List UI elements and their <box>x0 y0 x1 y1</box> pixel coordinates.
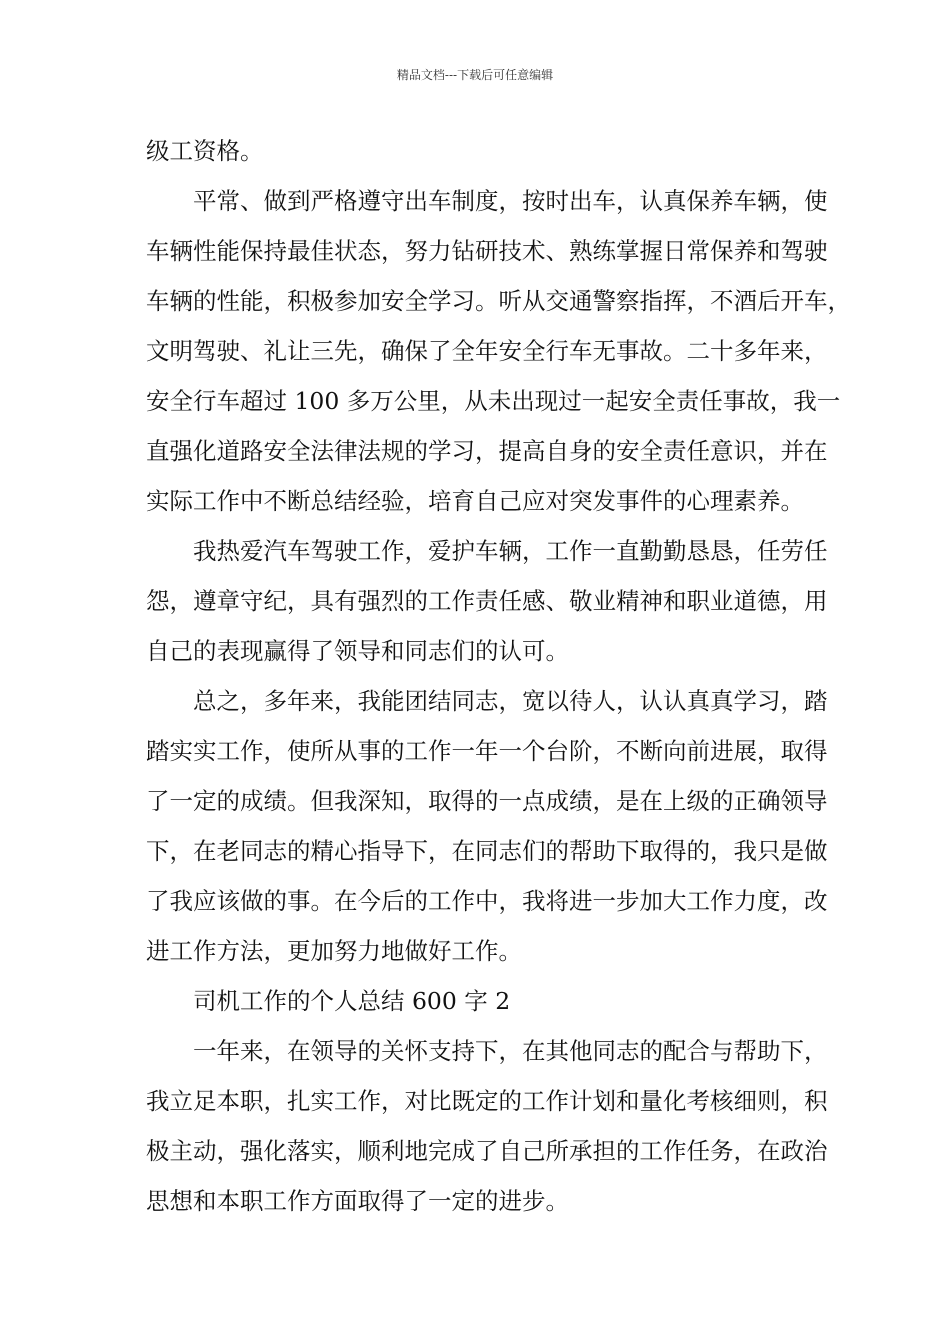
body-line: 实际工作中不断总结经验，培育自己应对突发事件的心理素养。 <box>146 487 804 515</box>
body-line: 直强化道路安全法律法规的学习，提高自身的安全责任意识，并在 <box>146 437 828 465</box>
body-line: 文明驾驶、礼让三先，确保了全年安全行车无事故。二十多年来， <box>146 337 828 365</box>
body-line: 安全行车超过 100 多万公里，从未出现过一起安全责任事故，我一 <box>146 387 841 415</box>
body-line: 怨，遵章守纪，具有强烈的工作责任感、敬业精神和职业道德，用 <box>146 587 828 615</box>
body-line: 极主动，强化落实，顺利地完成了自己所承担的工作任务，在政治 <box>146 1137 828 1165</box>
body-line: 进工作方法，更加努力地做好工作。 <box>146 937 522 965</box>
body-line: 车辆的性能，积极参加安全学习。听从交通警察指挥，不酒后开车， <box>146 287 851 315</box>
body-line: 踏实实工作，使所从事的工作一年一个台阶，不断向前进展，取得 <box>146 737 828 765</box>
body-line: 车辆性能保持最佳状态，努力钻研技术、熟练掌握日常保养和驾驶 <box>146 237 828 265</box>
paragraph-start-line: 我热爱汽车驾驶工作，爱护车辆，工作一直勤勤恳恳，任劳任 <box>193 537 828 565</box>
paragraph-start-line: 平常、做到严格遵守出车制度，按时出车，认真保养车辆，使 <box>193 187 828 215</box>
body-line: 下，在老同志的精心指导下，在同志们的帮助下取得的，我只是做 <box>146 837 828 865</box>
body-line: 级工资格。 <box>146 137 264 165</box>
body-line: 思想和本职工作方面取得了一定的进步。 <box>146 1187 569 1215</box>
section-heading: 司机工作的个人总结 600 字 2 <box>193 987 511 1015</box>
page-header: 精品文档---下载后可任意编辑 <box>396 68 554 82</box>
body-line: 了我应该做的事。在今后的工作中，我将进一步加大工作力度，改 <box>146 887 828 915</box>
body-line: 自己的表现赢得了领导和同志们的认可。 <box>146 637 569 665</box>
paragraph-start-line: 一年来，在领导的关怀支持下，在其他同志的配合与帮助下， <box>193 1037 828 1065</box>
body-line: 我立足本职，扎实工作，对比既定的工作计划和量化考核细则，积 <box>146 1087 828 1115</box>
paragraph-start-line: 总之，多年来，我能团结同志，宽以待人，认认真真学习，踏 <box>193 687 828 715</box>
body-line: 了一定的成绩。但我深知，取得的一点成绩，是在上级的正确领导 <box>146 787 828 815</box>
